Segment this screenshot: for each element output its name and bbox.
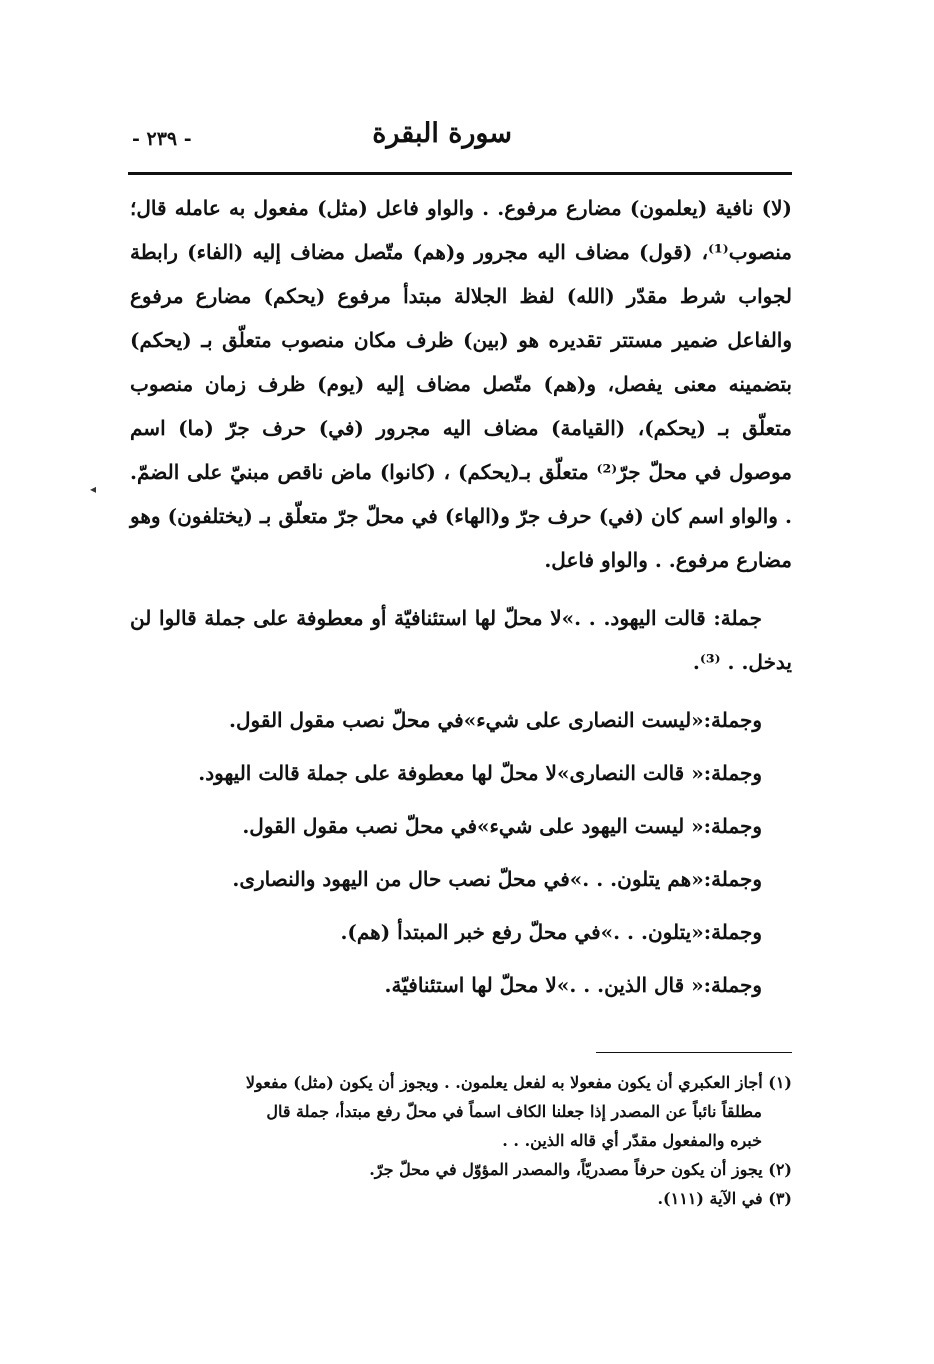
- header-divider: [128, 172, 792, 175]
- footnote-divider: [596, 1052, 792, 1053]
- margin-arrow-icon: ◂: [90, 482, 97, 496]
- sentence-line: وجملة:«يتلون. . .»في محلّ رفع خبر المبتدأ (هم).: [340, 920, 762, 944]
- chapter-title: سورة البقرة: [372, 118, 512, 149]
- sentence-line: وجملة:« قالت النصارى»لا محلّ لها معطوفة على جملة قالت اليهود.: [198, 761, 762, 785]
- footnotes: [130, 1068, 792, 1213]
- sentence-line: وجملة:« قال الذين. . .»لا محلّ لها استئنافيّة.: [384, 973, 762, 997]
- footnote-2: (٢) يجوز أن يكون حرفاً مصدريّاً، والمصدر المؤوّل في محلّ جرّ.: [369, 1160, 792, 1179]
- sentence-analysis-paragraph: جملة: قالت اليهود. . .»لا محلّ لها استئنافيّة أو معطوفة على جملة قالوا لن يدخل. . ⁽³⁾.: [130, 606, 792, 674]
- sentence-line: وجملة:«هم يتلون. . .»في محلّ نصب حال من اليهود والنصارى.: [232, 867, 762, 891]
- footnote-1-line-1: (١) أجاز العكبري أن يكون مفعولا به لفعل يعلمون. . ويجوز أن يكون (مثل) مفعولا: [245, 1073, 792, 1092]
- page-number: - ٢٣٩ -: [132, 128, 192, 150]
- footnote-3: (٣) في الآية (١١١).: [657, 1189, 792, 1208]
- sentence-line: وجملة:«ليست النصارى على شيء»في محلّ نصب مقول القول.: [229, 708, 762, 732]
- grammar-analysis-paragraph: (لا) نافية (يعلمون) مضارع مرفوع. . والواو فاعل (مثل) مفعول به عامله قال؛ منصوب⁽¹⁾، (قول) مضاف اليه مجرور و(هم) متّصل مضاف إليه (الفاء) رابطة لجواب شرط مقدّر (الله) لفظ الجلالة مبتدأ مرفوع (يحكم) مضارع مرفوع والفاعل ضمير مستتر تقديره هو (بين) ظرف مكان منصوب متعلّق بـ (يحكم) بتضمينه معنى يفصل، و(هم) متّصل مضاف إليه (يوم) ظرف زمان منصوب متعلّق بـ (يحكم)، (القيامة) مضاف اليه مجرور (في) حرف جرّ (ما) اسم موصول في محلّ جرّ⁽²⁾ متعلّق بـ(يحكم) ، (كانوا) ماض ناقص مبنيّ على الضمّ. . والواو اسم كان (في) حرف جرّ و(الهاء) في محلّ جرّ متعلّق بـ (يختلفون) وهو مضارع مرفوع. . والواو فاعل.: [130, 196, 793, 572]
- footnote-1-line-3: خبره والمفعول مقدّر أي قاله الذين. . .: [502, 1131, 762, 1150]
- sentence-list: [130, 694, 792, 1012]
- sentence-line: وجملة:« ليست اليهود على شيء»في محلّ نصب مقول القول.: [242, 814, 762, 838]
- page-header: [128, 118, 792, 174]
- main-text: [130, 186, 792, 1012]
- footnote-1-line-2: مطلقاً نائباً عن المصدر إذا جعلنا الكاف اسماً في محلّ رفع مبتدأ، جملة قال: [266, 1102, 762, 1121]
